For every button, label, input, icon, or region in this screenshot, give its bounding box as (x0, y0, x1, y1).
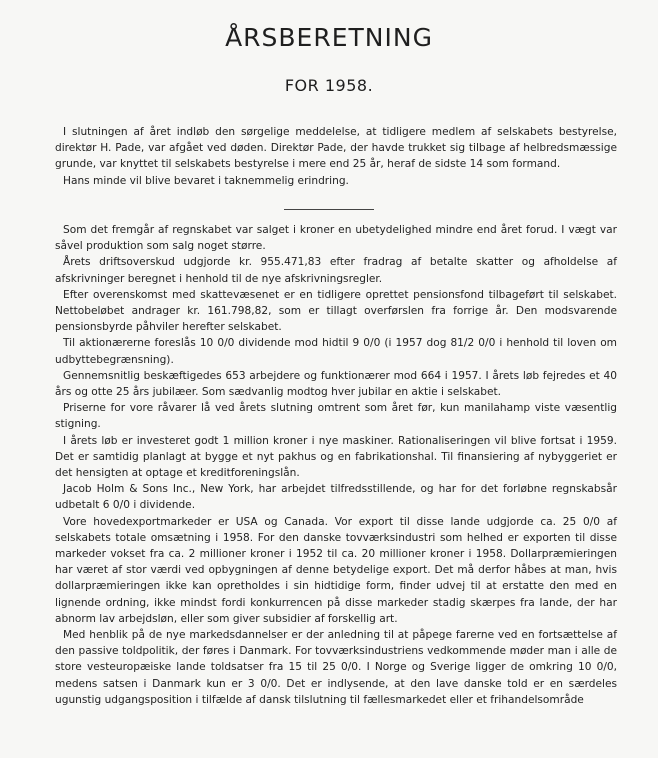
section-2 (55, 222, 617, 708)
paragraph-dividend: Til aktionærerne foreslås 10 0/0 dividende mod hidtil 9 0/0 (i 1957 dog 81/2 0/0 i henhold til loven om udbyttebegrænsning). (55, 337, 617, 366)
page-subtitle: FOR 1958. (284, 76, 374, 95)
paragraph-employment: Gennemsnitlig beskæftigedes 653 arbejdere og funktionærer mod 664 i 1957. I årets løb fejredes et 40 års og otte 25 års jubilæer. Som sædvanlig modtog hver jubilar en aktie i selskabet. (55, 369, 617, 399)
paragraph-obituary: I slutningen af året indløb den sørgelige meddelelse, at tidligere medlem af selskabets bestyrelse, direktør H. Pade, var afgået ved døden. Direktør Pade, der havde trukket sig tilbage af helbredsmæssige grunde, var knyttet til selskabets bestyrelse i mere end 25 år, heraf de sidste 14 som formand. (55, 126, 617, 171)
section-1 (55, 124, 617, 189)
paragraph-memory: Hans minde vil blive bevaret i taknemmelig erindring. (63, 174, 349, 187)
paragraph-export: Vore hovedexportmarkeder er USA og Canada. Vor export til disse lande udgjorde ca. 25 0/0 af selskabets totale omsætning i 1958. For den danske tovværksindustri som helhed er exporten til disse markeder vokset fra ca. 2 millioner kroner i 1952 til ca. 20 millioner kroner i 1958. Dollarpræmieringen har været af stor værdi ved opbygningen af denne betydelige export. Det må derfor håbes at man, hvis dollarpræmieringen ikke kan opretholdes i sin hidtidige form, finder udvej til at erstatte den med en lignende ordning, ikke mindst fordi konkurrencen på disse markeder stadig skærpes fra lande, der har abnorm lav arbejdsløn, eller som giver subsidier af forskellig art. (55, 515, 617, 625)
paragraph-investment: I årets løb er investeret godt 1 million kroner i nye maskiner. Rationaliseringen vil blive fortsat i 1959. Det er samtidig planlagt at bygge et nyt pakhus og en fabrikationshal. Til finansiering af nybyggeriet er det hensigten at optage et kreditforeningslån. (55, 434, 617, 480)
paragraph-tariffs: Med henblik på de nye markedsdannelser er der anledning til at påpege farerne ved en fortsættelse af den passive toldpolitik, der føres i Danmark. For tovværksindustriens vedkommende møder man i alle de store vesteuropæiske lande toldsatser fra 15 til 25 0/0. I Norge og Sverige ligger de omkring 10 0/0, medens satsen i Danmark kun er 3 0/0. Det er indlysende, at den lave danske told er en særdeles ugunstig udgangsposition i tilfælde af dansk tilslutning til fællesmarkedet eller et frihandelsområde (55, 629, 617, 706)
section-divider (284, 209, 374, 210)
paragraph-pension: Efter overenskomst med skattevæsenet er en tidligere oprettet pensionsfond tilbageført til selskabet. Nettobeløbet andrager kr. 161.798,82, som er tillagt overførslen fra forrige år. Den modsvarende pensionsbyrde påhviler herefter selskabet. (55, 288, 617, 334)
paragraph-profit: Årets driftsoverskud udgjorde kr. 955.471,83 efter fradrag af betalte skatter og afholdelse af afskrivninger beregnet i henhold til de nye afskrivningsregler. (55, 256, 617, 285)
paragraph-raw-materials: Priserne for vore råvarer lå ved årets slutning omtrent som året før, kun manilahamp viste væsentlig stigning. (55, 402, 617, 431)
paragraph-subsidiary: Jacob Holm & Sons Inc., New York, har arbejdet tilfredsstillende, og har for det forløbne regnskabsår udbetalt 6 0/0 i dividende. (55, 483, 617, 512)
page-title: ÅRSBERETNING (225, 23, 433, 52)
paragraph-sales: Som det fremgår af regnskabet var salget i kroner en ubetydelighed mindre end året forud. I vægt var såvel produktion som salg noget større. (55, 224, 617, 253)
